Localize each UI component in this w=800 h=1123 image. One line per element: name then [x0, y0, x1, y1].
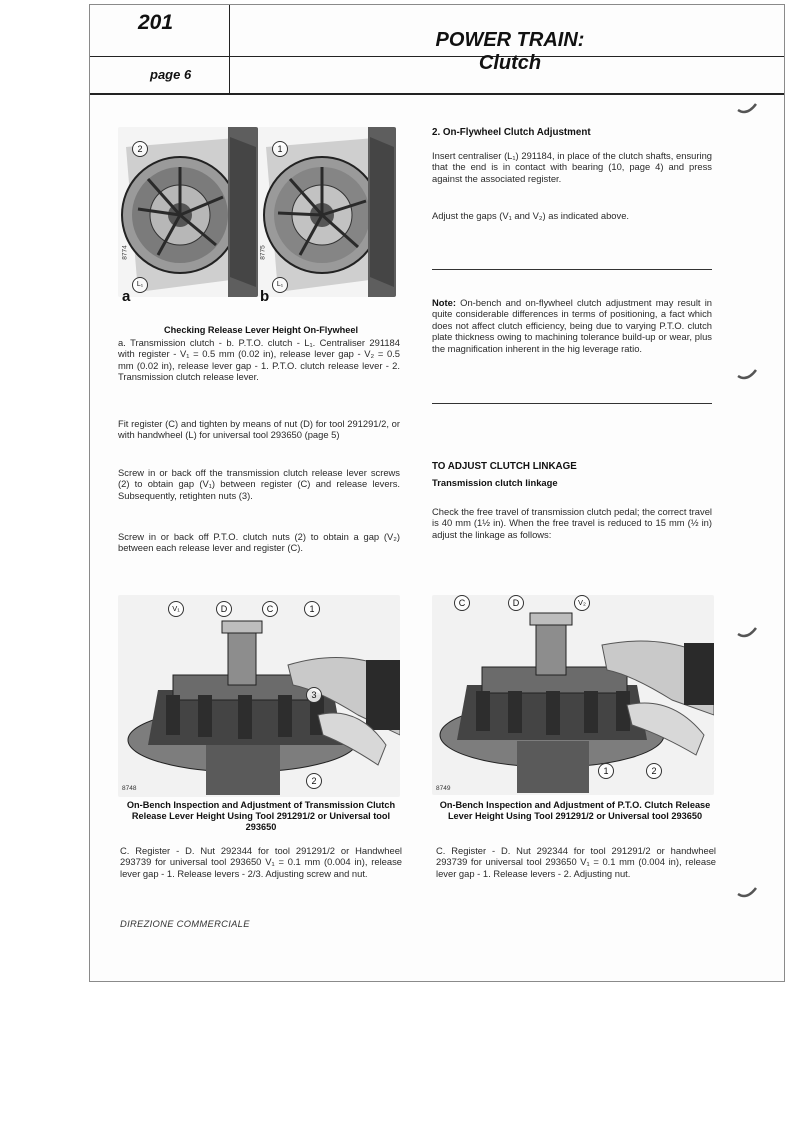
callout-v1: V₁ — [168, 601, 184, 617]
binder-hole-1 — [736, 96, 758, 118]
callout-d-right: D — [508, 595, 524, 611]
linkage-paragraph: Check the free travel of transmission clutch pedal; the correct travel is 40 mm (1½ in). When the free travel is reduced to 15 mm (½ in) adjust the linkage as follows: — [432, 506, 712, 540]
callout-c: C — [262, 601, 278, 617]
right-rule-2 — [432, 403, 712, 404]
callout-c-right: C — [454, 595, 470, 611]
figure-top-caption-title: Checking Release Lever Height On-Flywheel — [163, 325, 359, 335]
callout-2-right: 2 — [646, 763, 662, 779]
figure-label-b: b — [260, 288, 270, 305]
figure-bench-transmission-caption-text: C. Register - D. Nut 292344 for tool 291291/2 or Handwheel 293739 for universal tool 293650 V₁ = 0.1 mm (0.004 in), release lever gap - 1. Release levers - 2/3. Adjusting screw and nut. — [120, 845, 402, 879]
note-text: On-bench and on-flywheel clutch adjustment may result in quite considerable differences in terms of positioning, a fact which does not affect clutch efficiency, being due to varying P.T.O. clutch plate thickness owing to machining tolerance build-up or wear, plus the magnification inherent in the hig leverage ratio. — [432, 297, 713, 354]
binder-hole-4 — [736, 880, 758, 902]
title-line-1: POWER TRAIN: — [435, 29, 585, 51]
image-number-a: 8774 — [121, 245, 129, 260]
section-heading-on-flywheel: 2. On-Flywheel Clutch Adjustment — [432, 127, 591, 138]
right-rule-1 — [432, 269, 712, 270]
callout-1-photo-b: 1 — [272, 141, 288, 157]
figure-bench-transmission-caption-title: On-Bench Inspection and Adjustment of Transmission Clutch Release Lever Height Using Tool 291291/2 or Universal tool 293650 — [126, 800, 396, 832]
callout-3: 3 — [306, 687, 322, 703]
right-paragraph-1: Insert centraliser (L₁) 291184, in place of the clutch shafts, ensuring that the end is in contact with bearing (10, page 4) and press against the associated register. — [432, 150, 712, 184]
callout-2: 2 — [306, 773, 322, 789]
binder-hole-2 — [736, 362, 758, 384]
figure-label-a: a — [122, 288, 131, 305]
callout-1: 1 — [304, 601, 320, 617]
note-paragraph — [432, 297, 712, 354]
callout-d: D — [216, 601, 232, 617]
left-paragraph-3: Screw in or back off P.T.O. clutch nuts (2) to obtain a gap (V₂) between each release lever and register (C). — [118, 531, 400, 554]
header-vertical-rule — [229, 5, 230, 93]
title-line-2: Clutch — [478, 52, 542, 74]
manual-page — [89, 4, 785, 982]
figure-top-caption-text: a. Transmission clutch - b. P.T.O. clutch - L₁. Centraliser 291184 with register - V₁ = 0.5 mm (0.02 in), release lever gap - V₂ = 0.5 mm (0.02 in), release lever gap - 1. P.T.O. clutch release lever - 2. Transmission clutch release lever. — [118, 337, 400, 383]
figure-bench-pto-caption-title: On-Bench Inspection and Adjustment of P.T.O. Clutch Release Lever Height Using Tool 291291/2 or Universal tool 293650 — [439, 800, 711, 821]
figure-bench-pto-caption-text: C. Register - D. Nut 292344 for tool 291291/2 or handwheel 293739 for universal tool 293650 V₁ = 0.1 mm (0.004 in), release lever gap - 1. Release levers - 2. Adjusting nut. — [436, 845, 716, 879]
callout-l1-photo-a: L₁ — [132, 277, 148, 293]
binder-hole-3 — [736, 620, 758, 642]
bench-photo-transmission-clutch — [118, 595, 400, 797]
callout-v2: V₂ — [574, 595, 590, 611]
linkage-heading: TO ADJUST CLUTCH LINKAGE — [432, 461, 577, 472]
page-sub-number: page 6 — [150, 67, 192, 82]
note-label: Note: — [432, 297, 456, 308]
right-paragraph-2: Adjust the gaps (V₁ and V₂) as indicated above. — [432, 210, 630, 221]
left-paragraph-1: Fit register (C) and tighten by means of nut (D) for tool 291291/2, or with handwheel (L) for universal tool 293650 (page 5) — [118, 418, 400, 441]
bench-photo-pto-clutch — [432, 595, 714, 795]
footer-text: DIREZIONE COMMERCIALE — [120, 918, 250, 929]
callout-l1-photo-b: L₁ — [272, 277, 288, 293]
left-paragraph-2: Screw in or back off the transmission clutch release lever screws (2) to obtain gap (V₁) between register (C) and release levers. Subsequently, retighten nuts (3). — [118, 467, 400, 501]
image-number-8748: 8748 — [122, 785, 137, 792]
header-bottom-rule — [90, 93, 784, 95]
page-title — [360, 29, 660, 75]
callout-2-photo-a: 2 — [132, 141, 148, 157]
image-number-b: 8775 — [259, 245, 267, 260]
callout-1-right: 1 — [598, 763, 614, 779]
image-number-8749: 8749 — [436, 785, 451, 792]
page-number: 201 — [138, 11, 174, 34]
linkage-subheading: Transmission clutch linkage — [432, 477, 558, 488]
